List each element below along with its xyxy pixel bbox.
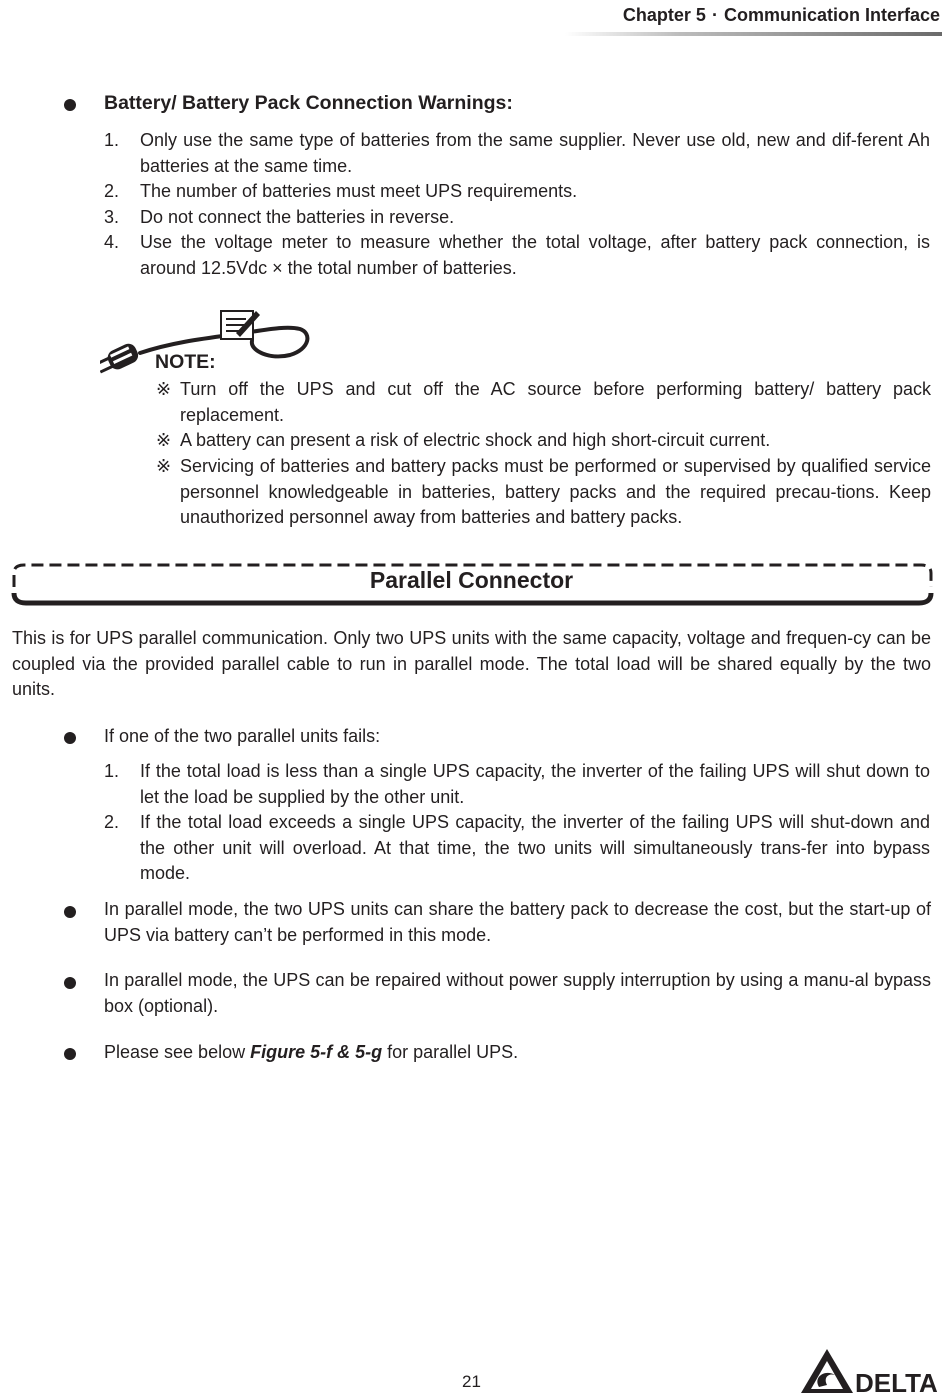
list-number: 3. <box>104 207 120 227</box>
bullet-text-post: for parallel UPS. <box>382 1042 519 1062</box>
list-item: Do not connect the batteries in reverse. <box>140 207 455 227</box>
bullet-icon <box>64 1048 76 1060</box>
delta-logo <box>799 1347 944 1395</box>
note-mark: ※ <box>156 456 172 476</box>
list-item: Use the voltage meter to measure whether the total voltage, after battery pack connection, is around 12.5Vdc × the total number of batteries. <box>140 232 930 278</box>
note-mark: ※ <box>156 379 172 399</box>
list-number: 1. <box>104 761 120 781</box>
bullet-text: In parallel mode, the UPS can be repaired without power supply interruption by using a manu-al bypass box (optional). <box>104 970 931 1016</box>
page-number: 21 <box>462 1372 481 1391</box>
note-item: A battery can present a risk of electric shock and high short-circuit current. <box>180 430 771 450</box>
bullet-icon <box>64 732 76 744</box>
list-number: 1. <box>104 130 120 150</box>
list-item: The number of batteries must meet UPS requirements. <box>140 181 578 201</box>
figure-reference: Figure 5-f & 5-g <box>250 1042 383 1062</box>
section-title: Parallel Connector <box>369 567 574 593</box>
header-rule <box>565 32 942 36</box>
note-mark: ※ <box>156 430 172 450</box>
battery-warnings-heading: Battery/ Battery Pack Connection Warnings: <box>104 92 513 114</box>
note-title: NOTE: <box>155 351 216 373</box>
note-item: Turn off the UPS and cut off the AC source before performing battery/ battery pack replacement. <box>180 379 931 425</box>
bullet-text-pre: Please see below <box>104 1042 251 1062</box>
list-number: 4. <box>104 232 120 252</box>
note-item: Servicing of batteries and battery packs must be performed or supervised by qualified service personnel knowledgeable in batteries, battery packs and the required precau-tions. Keep unauthorized personnel away from batteries and battery packs. <box>180 456 931 527</box>
parallel-intro: This is for UPS parallel communication. Only two UPS units with the same capacity, voltage and frequen-cy can be coupled via the provided parallel cable to run in parallel mode. The total load will be shared equally by the two units. <box>12 628 931 699</box>
chapter-title: Communication Interface <box>723 5 940 25</box>
bullet-text <box>104 1040 931 1066</box>
list-number: 2. <box>104 812 120 832</box>
list-item: Only use the same type of batteries from the same supplier. Never use old, new and dif-ferent Ah batteries at the same time. <box>140 130 930 176</box>
header-separator: · <box>711 5 718 25</box>
list-item: If the total load exceeds a single UPS capacity, the inverter of the failing UPS will shut-down and the other unit will overload. At that time, the two units will simultaneously trans-fer into bypass mode. <box>140 812 930 883</box>
list-item: If the total load is less than a single UPS capacity, the inverter of the failing UPS will shut down to let the load be supplied by the other unit. <box>140 761 930 807</box>
bullet-text: If one of the two parallel units fails: <box>104 726 381 746</box>
logo-text: DELTA <box>855 1368 938 1395</box>
page-header <box>623 5 940 26</box>
list-number: 2. <box>104 181 120 201</box>
bullet-icon <box>64 99 76 111</box>
bullet-icon <box>64 977 76 989</box>
chapter-label: Chapter 5 <box>622 5 706 25</box>
bullet-icon <box>64 906 76 918</box>
bullet-text: In parallel mode, the two UPS units can share the battery pack to decrease the cost, but the start-up of UPS via battery can’t be performed in this mode. <box>104 899 931 945</box>
